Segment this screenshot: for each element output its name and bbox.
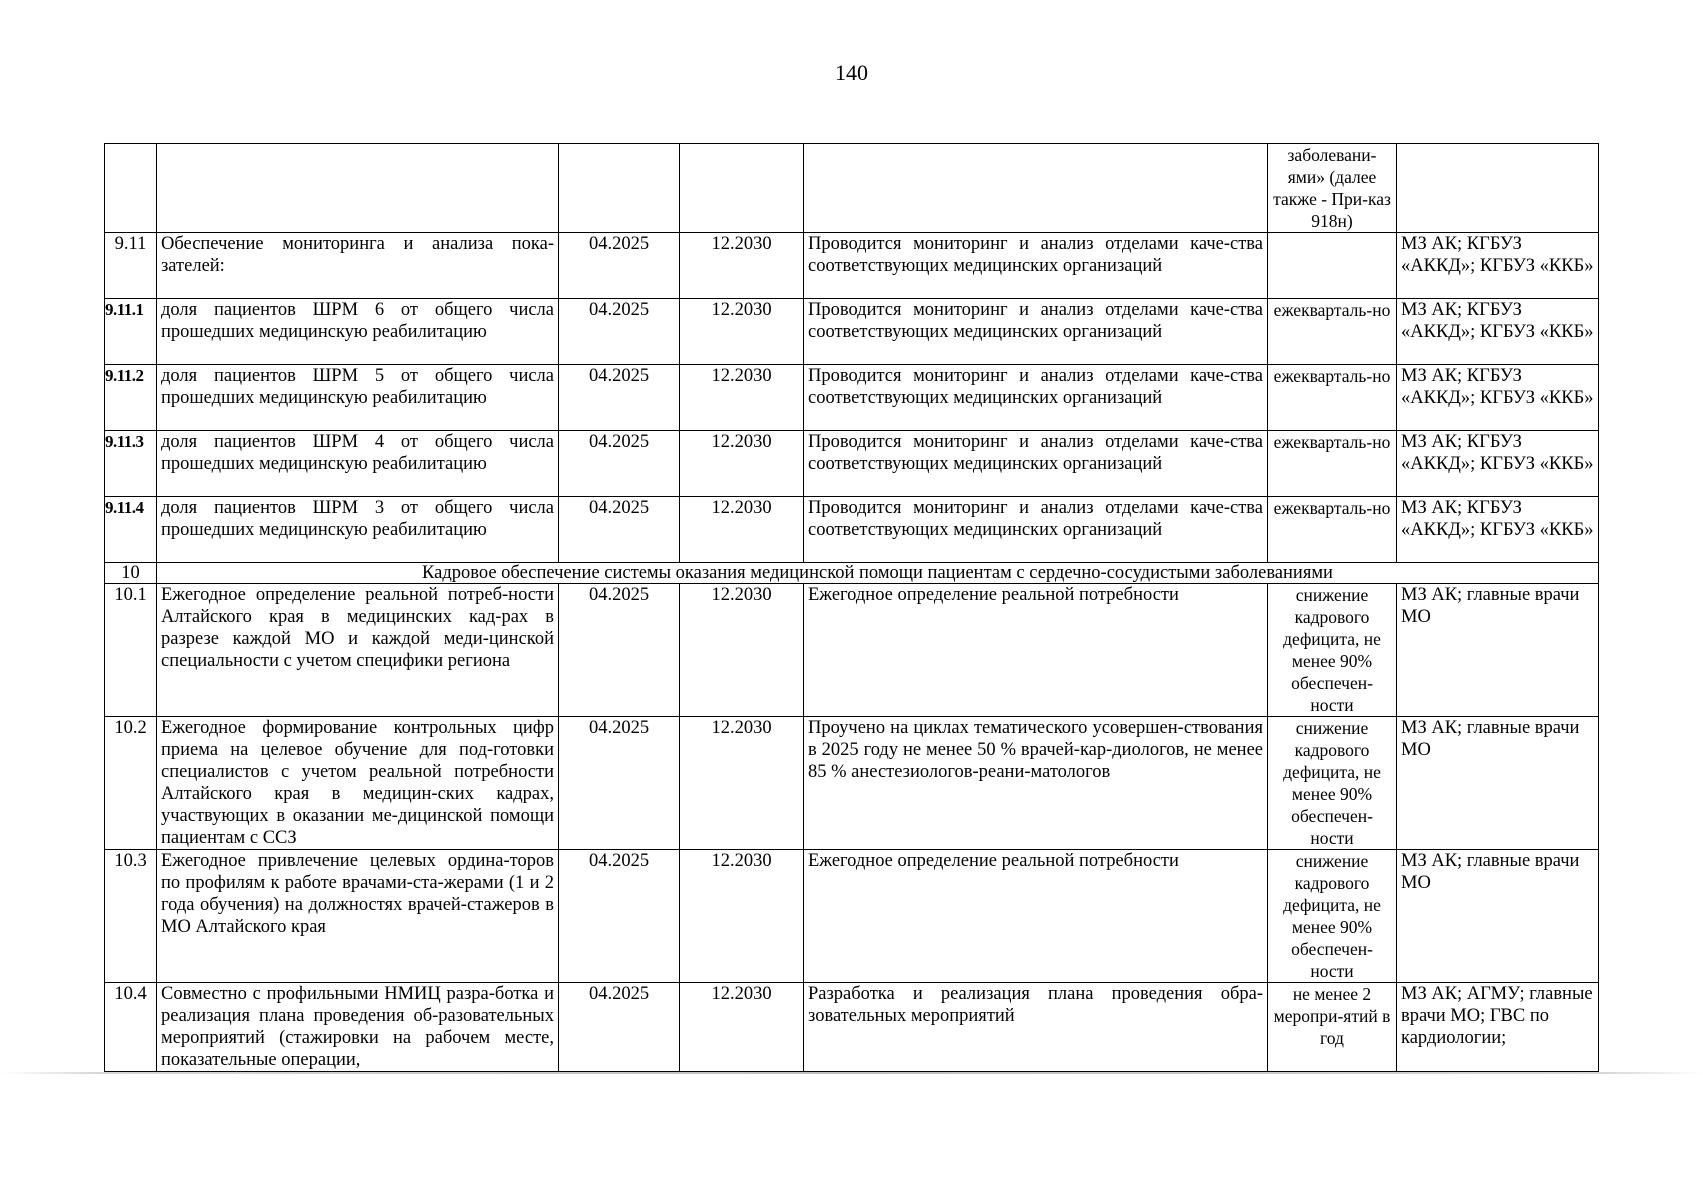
start-date: 04.2025 — [559, 365, 680, 431]
end-date: 12.2030 — [680, 365, 804, 431]
responsible: МЗ АК; КГБУЗ «АККД»; КГБУЗ «ККБ» — [1397, 497, 1599, 563]
start-date: 04.2025 — [559, 497, 680, 563]
row-number: 10.1 — [105, 584, 157, 717]
row-number: 10.2 — [105, 717, 157, 850]
end-date: 12.2030 — [680, 299, 804, 365]
responsible: МЗ АК; КГБУЗ «АККД»; КГБУЗ «ККБ» — [1397, 365, 1599, 431]
indicator: снижение кадрового дефицита, не менее 90% обеспечен-ности — [1268, 850, 1397, 983]
indicator: не менее 2 меропри-ятий в год — [1268, 983, 1397, 1072]
page-number: 140 — [835, 60, 868, 85]
end-date — [680, 144, 804, 233]
table-row — [105, 144, 1599, 233]
start-date: 04.2025 — [559, 431, 680, 497]
responsible: МЗ АК; КГБУЗ «АККД»; КГБУЗ «ККБ» — [1397, 233, 1599, 299]
table-row — [105, 431, 1599, 497]
row-number: 10.4 — [105, 983, 157, 1072]
responsible: МЗ АК; главные врачи МО — [1397, 584, 1599, 717]
measure-name: доля пациентов ШРМ 6 от общего числа прошедших медицинскую реабилитацию — [157, 299, 559, 365]
section-title: Кадровое обеспечение системы оказания медицинской помощи пациентам с сердечно-сосудистыми заболеваниями — [157, 563, 1599, 584]
row-number — [105, 144, 157, 233]
table-row — [105, 584, 1599, 717]
expected-result: Проводится мониторинг и анализ отделами каче-ства соответствующих медицинских организаций — [804, 299, 1268, 365]
start-date: 04.2025 — [559, 850, 680, 983]
responsible: МЗ АК; главные врачи МО — [1397, 717, 1599, 850]
row-number: 9.11 — [105, 233, 157, 299]
expected-result: Проводится мониторинг и анализ отделами каче-ства соответствующих медицинских организаций — [804, 431, 1268, 497]
expected-result: Ежегодное определение реальной потребности — [804, 584, 1268, 717]
indicator: ежекварталь-но — [1268, 299, 1397, 365]
table-row — [105, 850, 1599, 983]
row-number: 9.11.3 — [105, 431, 157, 497]
end-date: 12.2030 — [680, 431, 804, 497]
measure-name: доля пациентов ШРМ 5 от общего числа прошедших медицинскую реабилитацию — [157, 365, 559, 431]
end-date: 12.2030 — [680, 497, 804, 563]
expected-result: Проучено на циклах тематического усовершен-ствования в 2025 году не менее 50 % врачей-кар-диологов, не менее 85 % анестезиологов-реани-матологов — [804, 717, 1268, 850]
indicator: снижение кадрового дефицита, не менее 90% обеспечен-ности — [1268, 584, 1397, 717]
table-row — [105, 365, 1599, 431]
measure-name: Ежегодное определение реальной потреб-ности Алтайского края в медицинских кад-рах в разрезе каждой МО и каждой меди-цинской специальности с учетом специфики региона — [157, 584, 559, 717]
section-number: 10 — [105, 563, 157, 584]
measure-name: доля пациентов ШРМ 3 от общего числа прошедших медицинскую реабилитацию — [157, 497, 559, 563]
expected-result: Разработка и реализация плана проведения обра-зовательных мероприятий — [804, 983, 1268, 1072]
table-row — [105, 717, 1599, 850]
measure-name: доля пациентов ШРМ 4 от общего числа прошедших медицинскую реабилитацию — [157, 431, 559, 497]
indicator: снижение кадрового дефицита, не менее 90% обеспечен-ности — [1268, 717, 1397, 850]
scan-edge — [0, 1072, 1703, 1074]
row-number: 9.11.2 — [105, 365, 157, 431]
indicator: ежекварталь-но — [1268, 497, 1397, 563]
section-row — [105, 563, 1599, 584]
end-date: 12.2030 — [680, 850, 804, 983]
indicator: ежекварталь-но — [1268, 431, 1397, 497]
table-row — [105, 233, 1599, 299]
table-row — [105, 497, 1599, 563]
expected-result: Проводится мониторинг и анализ отделами каче-ства соответствующих медицинских организаций — [804, 497, 1268, 563]
page-cut-area — [0, 1072, 1703, 1200]
end-date: 12.2030 — [680, 584, 804, 717]
row-number: 9.11.4 — [105, 497, 157, 563]
responsible: МЗ АК; главные врачи МО — [1397, 850, 1599, 983]
measure-name: Совместно с профильными НМИЦ разра-ботка и реализация плана проведения об-разовательных мероприятий (стажировки на рабочем месте, показательные операции, — [157, 983, 559, 1072]
end-date: 12.2030 — [680, 233, 804, 299]
start-date: 04.2025 — [559, 983, 680, 1072]
start-date: 04.2025 — [559, 584, 680, 717]
start-date: 04.2025 — [559, 233, 680, 299]
responsible: МЗ АК; КГБУЗ «АККД»; КГБУЗ «ККБ» — [1397, 299, 1599, 365]
expected-result: Проводится мониторинг и анализ отделами каче-ства соответствующих медицинских организаций — [804, 365, 1268, 431]
responsible — [1397, 144, 1599, 233]
measure-name: Ежегодное формирование контрольных цифр приема на целевое обучение для под-готовки специалистов с учетом реальной потребности Алтайского края в медицин-ских кадрах, участвующих в оказании ме-дицинской помощи пациентам с ССЗ — [157, 717, 559, 850]
measure-name: Обеспечение мониторинга и анализа пока-зателей: — [157, 233, 559, 299]
measure-name: Ежегодное привлечение целевых ордина-торов по профилям к работе врачами-ста-жерами (1 и 2 года обучения) на должностях врачей-стажеров в МО Алтайского края — [157, 850, 559, 983]
measures-table — [104, 143, 1599, 1072]
expected-result: Проводится мониторинг и анализ отделами каче-ства соответствующих медицинских организаций — [804, 233, 1268, 299]
table-row — [105, 299, 1599, 365]
responsible: МЗ АК; АГМУ; главные врачи МО; ГВС по кардиологии; — [1397, 983, 1599, 1072]
indicator: ежекварталь-но — [1268, 365, 1397, 431]
end-date: 12.2030 — [680, 717, 804, 850]
start-date — [559, 144, 680, 233]
expected-result: Ежегодное определение реальной потребности — [804, 850, 1268, 983]
start-date: 04.2025 — [559, 717, 680, 850]
row-number: 10.3 — [105, 850, 157, 983]
expected-result — [804, 144, 1268, 233]
indicator: заболевани-ями» (далее также - При-каз 918н) — [1268, 144, 1397, 233]
end-date: 12.2030 — [680, 983, 804, 1072]
indicator — [1268, 233, 1397, 299]
row-number: 9.11.1 — [105, 299, 157, 365]
table-row — [105, 983, 1599, 1072]
responsible: МЗ АК; КГБУЗ «АККД»; КГБУЗ «ККБ» — [1397, 431, 1599, 497]
measure-name — [157, 144, 559, 233]
start-date: 04.2025 — [559, 299, 680, 365]
